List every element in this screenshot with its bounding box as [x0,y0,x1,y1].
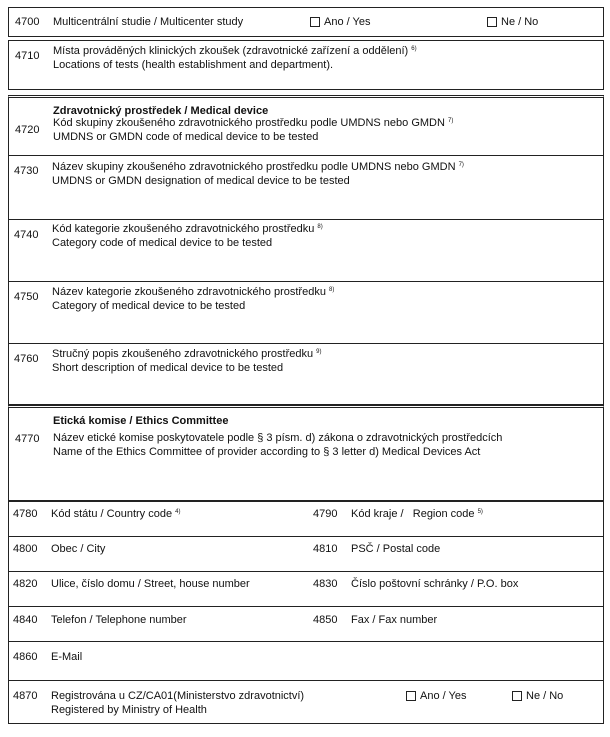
no-checkbox[interactable] [487,17,497,27]
field-label: Kód kraje / Region code [351,508,475,520]
field-code: 4780 [13,508,38,520]
field-code: 4810 [313,543,338,555]
fax-label[interactable]: Fax / Fax number [351,614,438,626]
no-label: Ne / No [526,690,564,702]
field-label-cz: Registrována u CZ/CA01(Ministerstvo zdravotnictví) [51,690,305,702]
row-4840-4850 [8,606,604,642]
section-heading: Zdravotnický prostředek / Medical device [53,105,269,117]
row-4780-4790 [8,501,604,537]
field-label-cz: Název skupiny zkoušeného zdravotnického prostředku podle UMDNS nebo GMDN [52,161,456,173]
field-code: 4870 [13,690,38,702]
region-code-label[interactable] [351,508,483,521]
yes-checkbox[interactable] [310,17,320,27]
field-label-en: Name of the Ethics Committee of provider according to § 3 letter d) Medical Devices Act [53,446,481,458]
field-code: 4790 [313,508,338,520]
field-label-cz: Kód skupiny zkoušeného zdravotnického prostředku podle UMDNS nebo GMDN [53,117,445,129]
footnote-ref: 7) [458,162,464,168]
yes-label: Ano / Yes [324,16,371,28]
no-checkbox[interactable] [512,691,522,701]
divider [8,219,604,220]
footnote-ref: 9) [316,349,322,355]
footnote-ref: 6) [411,46,417,52]
telephone-label[interactable]: Telefon / Telephone number [51,614,187,626]
footnote-ref: 8) [329,287,335,293]
field-code: 4760 [14,353,39,365]
field-code: 4840 [13,614,38,626]
field-label: Multicentrální studie / Multicenter study [53,16,244,28]
field-code: 4820 [13,578,38,590]
field-label-en: Category code of medical device to be tested [52,237,273,249]
field-label-en: UMDNS or GMDN code of medical device to be tested [53,131,319,143]
field-code: 4750 [14,291,39,303]
field-code: 4830 [313,578,338,590]
field-code: 4710 [15,50,40,62]
field-code: 4730 [14,165,39,177]
po-box-label[interactable]: Číslo poštovní schránky / P.O. box [351,578,519,590]
field-label [53,45,417,58]
street-label[interactable]: Ulice, číslo domu / Street, house number [51,578,250,590]
divider [8,155,604,156]
field-label-cz: Název etické komise poskytovatele podle § 3 písm. d) zákona o zdravotnických prostředcích [53,432,503,444]
postal-code-label[interactable]: PSČ / Postal code [351,543,441,555]
field-code: 4770 [15,433,40,445]
field-label-en: Locations of tests (health establishment and department). [53,59,334,71]
field-label-en: UMDNS or GMDN designation of medical device to be tested [52,175,350,187]
footnote-ref: 8) [317,224,323,230]
divider [8,343,604,344]
yes-checkbox[interactable] [406,691,416,701]
field-label-cz: Místa prováděných klinických zkoušek (zdravotnické zařízení a oddělení) [53,45,409,57]
field-label [52,286,334,299]
field-code: 4720 [15,124,40,136]
section-ethics-committee[interactable] [8,405,604,501]
yes-label: Ano / Yes [420,690,467,702]
row-4820-4830 [8,571,604,607]
no-label: Ne / No [501,16,539,28]
field-code: 4800 [13,543,38,555]
divider [8,281,604,282]
row-4700 [8,7,604,37]
field-label [52,223,323,236]
field-code: 4850 [313,614,338,626]
footnote-ref: 5) [477,509,483,515]
footnote-ref: 7) [448,118,454,124]
row-4800-4810 [8,536,604,572]
field-label-en: Category of medical device to be tested [52,300,246,312]
field-code: 4700 [15,16,40,28]
field-label: Kód státu / Country code [51,508,173,520]
field-label-cz: Název kategorie zkoušeného zdravotnického prostředku [52,286,326,298]
field-code: 4860 [13,651,38,663]
field-label-cz: Kód kategorie zkoušeného zdravotnického prostředku [52,223,315,235]
row-4870 [8,680,604,724]
country-code-label[interactable] [51,508,180,521]
field-label [53,117,453,130]
field-label-en: Short description of medical device to be tested [52,362,284,374]
section-heading: Etická komise / Ethics Committee [53,415,229,427]
email-label: E-Mail [51,651,83,663]
field-label [52,161,464,174]
field-label [52,348,322,361]
row-4710[interactable] [8,40,604,90]
field-label-cz: Stručný popis zkoušeného zdravotnického prostředku [52,348,314,360]
city-label[interactable]: Obec / City [51,543,106,555]
field-code: 4740 [14,229,39,241]
row-4860[interactable] [8,641,604,681]
footnote-ref: 4) [175,509,181,515]
field-label-en: Registered by Ministry of Health [51,704,207,716]
